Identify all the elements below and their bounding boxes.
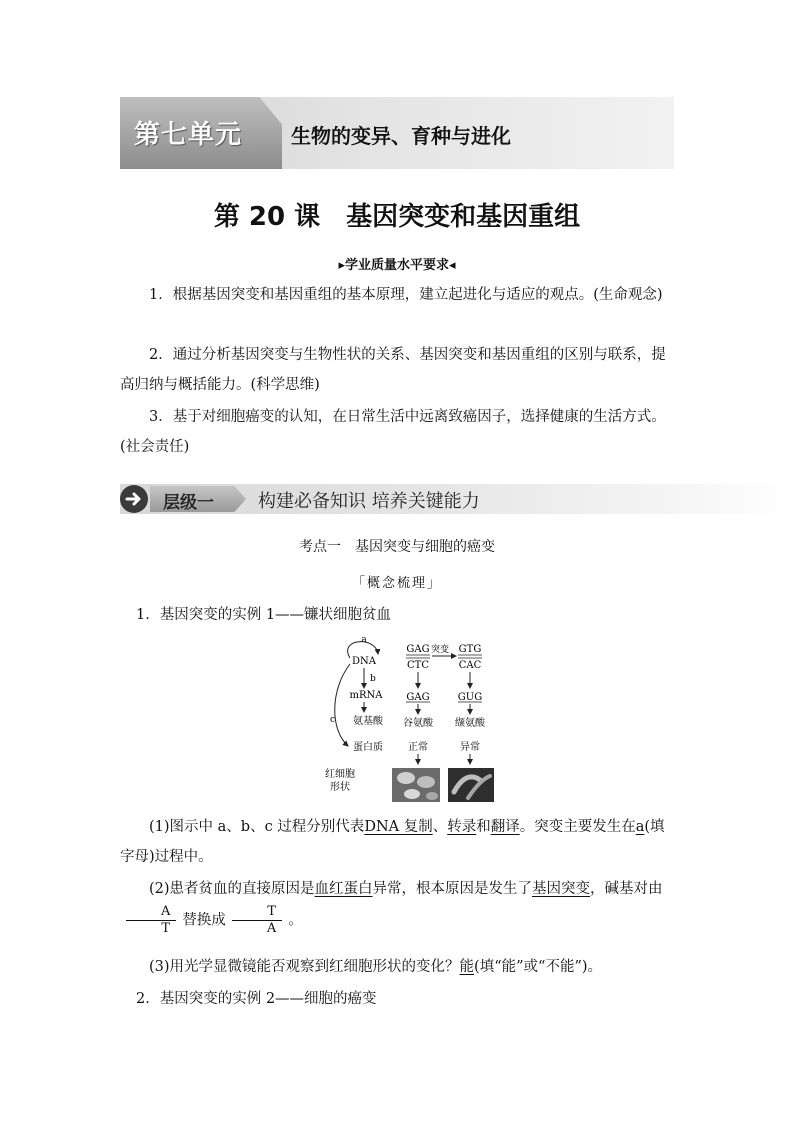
unit-tag-text: 第七单元 [134, 120, 243, 150]
mutation-label: 突变 [430, 645, 450, 655]
amino-label: 氨基酸 [353, 716, 383, 727]
answer-gene-mutation: 基因突变 [532, 881, 591, 897]
mutant-bottom-strand: CAC [458, 660, 482, 671]
sickle-cell-diagram [320, 630, 510, 806]
mrna-label: mRNA [349, 690, 383, 701]
kaodian-title: 考点一 基因突变与细胞的癌变 [299, 539, 495, 555]
base-pair-before: $\frac{A}{T}$ [126, 904, 176, 937]
requirement-3: 3．基于对细胞癌变的认知，在日常生活中远离致癌因子，选择健康的生活方式。(社会责任) [120, 409, 666, 455]
requirement-1: 1．根据基因突变和基因重组的基本原理，建立起进化与适应的观点。(生命观念) [149, 287, 663, 303]
rbc-shape-label-1: 红细胞 [325, 769, 355, 780]
level-title: 构建必备知识 培养关键能力 [258, 491, 480, 512]
normal-label: 正常 [408, 742, 428, 753]
label-c: c [330, 715, 336, 725]
answer-dna-replication: DNA 复制 [364, 819, 433, 835]
arrow-circle-icon [120, 485, 148, 513]
example1-title: 1．基因突变的实例 1——镰状细胞贫血 [136, 607, 392, 623]
answer-process-a: a [635, 819, 645, 835]
answer-transcription: 转录 [447, 819, 477, 835]
concept-heading: 「概念梳理」 [351, 576, 442, 591]
answer-hemoglobin: 血红蛋白 [314, 881, 373, 897]
lesson-title: 第 20 课 基因突变和基因重组 [213, 202, 581, 232]
base-pair-after: $\frac{T}{A}$ [232, 904, 282, 937]
unit-title: 生物的变异、育种与进化 [291, 124, 511, 148]
question-2: (2)患者贫血的直接原因是血红蛋白异常，根本原因是发生了基因突变，碱基对由 $\frac{A}{T}$ 替换成 $\frac{T}{A}$ 。 [120, 874, 674, 937]
dna-label: DNA [352, 656, 376, 667]
normal-codon: GAG [406, 692, 430, 703]
answer-translation: 翻译 [490, 819, 520, 835]
requirements-heading: ▸学业质量水平要求◂ [338, 258, 456, 273]
level-tag-text: 层级一 [163, 493, 214, 513]
question-1: (1)图示中 a、b、c 过程分别代表DNA 复制、转录和翻译。突变主要发生在a(填字母)过程中。 [120, 819, 665, 865]
answer-can: 能 [459, 959, 475, 975]
abnormal-label: 异常 [460, 742, 480, 753]
protein-label: 蛋白质 [353, 742, 383, 753]
label-b: b [370, 674, 376, 684]
normal-bottom-strand: CTC [407, 660, 429, 671]
rbc-shape-label-2: 形状 [330, 782, 350, 793]
mutant-codon: GUG [457, 692, 483, 703]
example2-title: 2．基因突变的实例 2——细胞的癌变 [136, 991, 377, 1007]
mutant-aa: 缬氨酸 [455, 718, 485, 729]
requirement-2: 2．通过分析基因突变与生物性状的关系、基因突变和基因重组的区别与联系，提高归纳与概括能力。(科学思维) [120, 347, 666, 393]
question-3: (3)用光学显微镜能否观察到红细胞形状的变化？能(填“能”或“不能”)。 [149, 959, 603, 975]
label-a: a [361, 635, 367, 645]
normal-aa: 谷氨酸 [403, 718, 433, 729]
normal-top-strand: GAG [406, 644, 430, 655]
mutant-top-strand: GTG [458, 644, 482, 655]
